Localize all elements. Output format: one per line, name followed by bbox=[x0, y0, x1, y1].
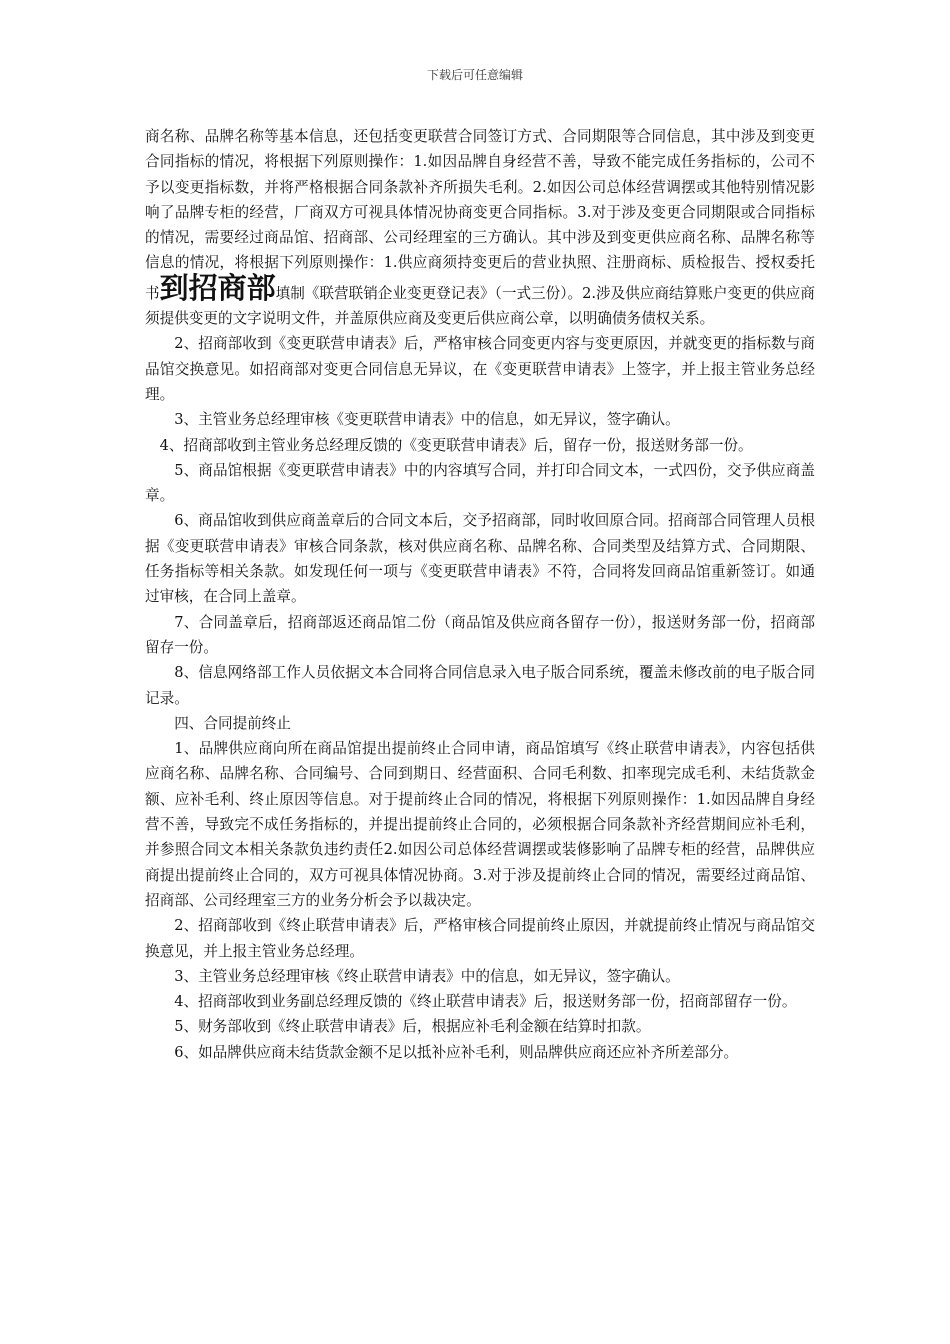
paragraph-termination-1: 1、品牌供应商向所在商品馆提出提前终止合同申请，商品馆填写《终止联营申请表》，内容包括供应商名称、品牌名称、合同编号、合同到期日、经营面积、合同毛利数、扣率现完成毛利、未结货款金额、应补毛利、终止原因等信息。对于提前终止合同的情况，将根据下列原则操作：1.如因品牌自身经营不善，导致完不成任务指标的，并提出提前终止合同的，必须根据合同条款补齐经营期间应补毛利，并参照合同文本相关条款负违约责任2.如因公司总体经营调摆或装修影响了品牌专柜的经营，品牌供应商提出提前终止合同的，双方可视具体情况协商。3.对于涉及提前终止合同的情况，需要经过商品馆、招商部、公司经理室三方的业务分析会予以裁决定。 bbox=[145, 740, 815, 909]
paragraph-step-5: 5、商品馆根据《变更联营申请表》中的内容填写合同，并打印合同文本，一式四份，交予供应商盖章。 bbox=[145, 461, 815, 505]
paragraph-termination-2: 2、招商部收到《终止联营申请表》后，严格审核合同提前终止原因，并就提前终止情况与商品馆交换意见，并上报主管业务总经理。 bbox=[145, 917, 815, 960]
paragraph-termination-4: 4、招商部收到业务副总经理反馈的《终止联营申请表》后，报送财务部一份，招商部留存一份。 bbox=[174, 993, 797, 1011]
emphasized-text: 到招商部 bbox=[159, 270, 276, 305]
paragraph-step-3: 3、主管业务总经理审核《变更联营申请表》中的信息，如无异议，签字确认。 bbox=[174, 411, 680, 429]
document-body bbox=[145, 124, 815, 1065]
paragraph-step-8: 8、信息网络部工作人员依据文本合同将合同信息录入电子版合同系统，覆盖未修改前的电子版合同记录。 bbox=[145, 664, 815, 707]
paragraph-step-7: 7、合同盖章后，招商部返还商品馆二份（商品馆及供应商各留存一份），报送财务部一份，招商部留存一份。 bbox=[145, 613, 815, 656]
paragraph-termination-6: 6、如品牌供应商未结货款金额不足以抵补应补毛利，则品牌供应商还应补齐所差部分。 bbox=[174, 1043, 739, 1061]
paragraph-step-2: 2、招商部收到《变更联营申请表》后，严格审核合同变更内容与变更原因，并就变更的指标数与商品馆交换意见。如招商部对变更合同信息无异议，在《变更联营申请表》上签字，并上报主管业务总经理。 bbox=[145, 335, 815, 403]
paragraph-termination-5: 5、财务部收到《终止联营申请表》后，根据应补毛利金额在结算时扣款。 bbox=[174, 1018, 651, 1036]
paragraph-step-4: 4、招商部收到主管业务总经理反馈的《变更联营申请表》后，留存一份，报送财务部一份。 bbox=[159, 436, 753, 454]
paragraph-termination-3: 3、主管业务总经理审核《终止联营申请表》中的信息，如无异议，签字确认。 bbox=[174, 967, 680, 985]
page-header: 下载后可任意编辑 bbox=[426, 68, 523, 82]
section-heading: 四、合同提前终止 bbox=[174, 714, 291, 732]
paragraph-change-principles bbox=[145, 124, 815, 331]
paragraph-text: 商名称、品牌名称等基本信息，还包括变更联营合同签订方式、合同期限等合同信息，其中涉及到变更合同指标的情况，将根据下列原则操作：1.如因品牌自身经营不善，导致不能完成任务指标的，公司不予以变更指标数，并将严格根据合同条款补齐所损失毛利。2.如因公司总体经营调摆或其他特别情况影响了品牌专柜的经营，厂商双方可视具体情况协商变更合同指标。3.对于涉及变更合同期限或合同指标的情况，需要经过商品馆、招商部、公司经理室的三方确认。其中涉及到变更供应商名称、品牌名称等信息的情况，将根据下列原则操作：1.供应商须持变更后的营业执照、注册商标、质检报告、授权委托书 bbox=[145, 128, 815, 302]
paragraph-text: 填制《联营联销企业变更登记表》（一式三份）。2.涉及供应商结算账户变更的供应商须提供变更的文字说明文件，并盖原供应商及变更后供应商公章，以明确债务债权关系。 bbox=[145, 284, 815, 328]
paragraph-step-6: 6、商品馆收到供应商盖章后的合同文本后，交予招商部，同时收回原合同。招商部合同管理人员根据《变更联营申请表》审核合同条款，核对供应商名称、品牌名称、合同类型及结算方式、合同期限、任务指标等相关条款。如发现任何一项与《变更联营申请表》不符，合同将发回商品馆重新签订。如通过审核，在合同上盖章。 bbox=[145, 512, 815, 606]
